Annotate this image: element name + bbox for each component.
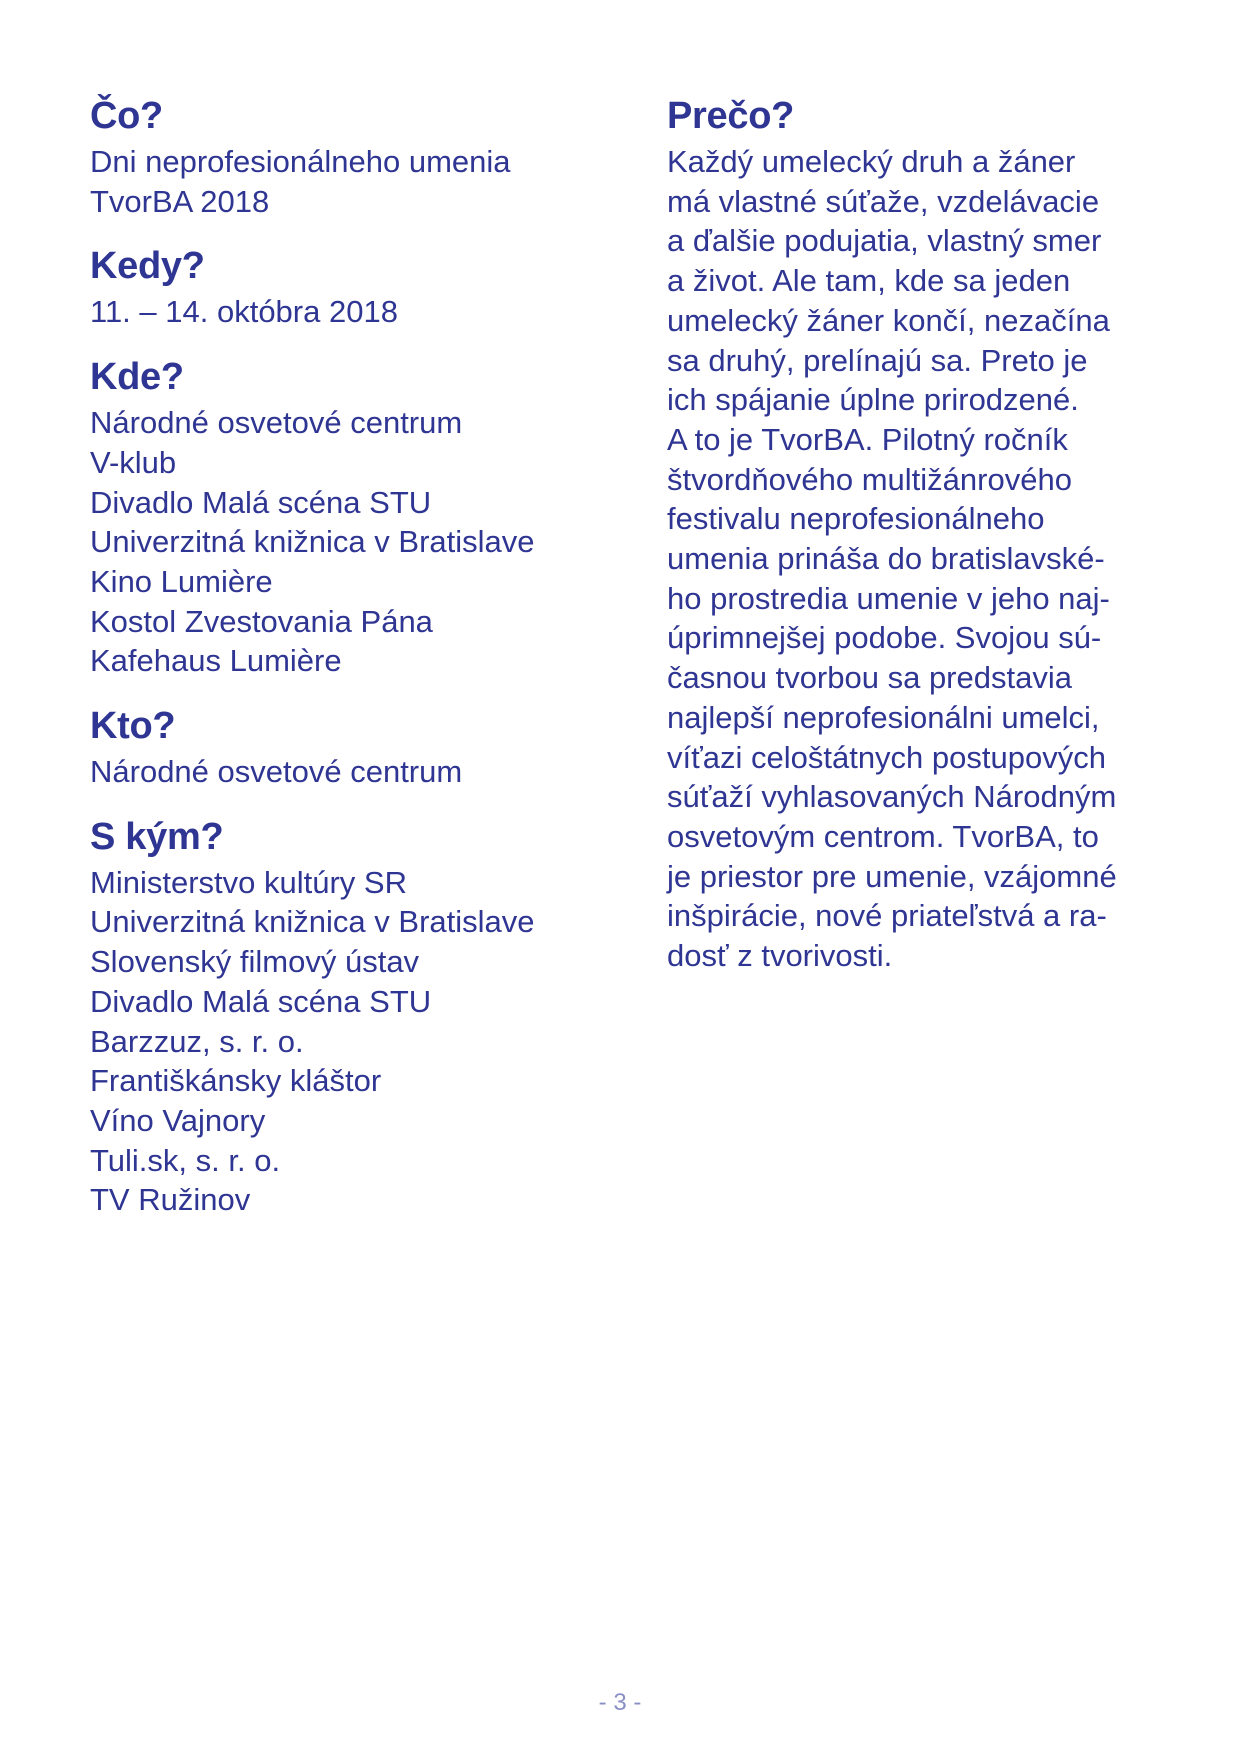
text-line: umenia prináša do bratislavské- bbox=[667, 541, 1105, 577]
text-line: Národné osvetové centrum bbox=[90, 405, 463, 441]
text-line: Slovenský filmový ústav bbox=[90, 944, 420, 980]
section-heading-co: Čo? bbox=[90, 95, 163, 137]
text-line: V-klub bbox=[90, 444, 177, 480]
text-line: 11. – 14. októbra 2018 bbox=[90, 294, 398, 330]
text-line: víťazi celoštátnych postupových bbox=[667, 739, 1106, 775]
section-heading-s-kym: S kým? bbox=[90, 815, 224, 858]
text-line: Divadlo Malá scéna STU bbox=[90, 983, 432, 1019]
section-kde bbox=[90, 351, 650, 681]
section-co bbox=[90, 90, 650, 221]
text-line: a ďalšie podujatia, vlastný smer bbox=[667, 223, 1102, 259]
text-line: je priestor pre umenie, vzájomné bbox=[667, 858, 1117, 894]
text-line: ich spájanie úplne prirodzené. bbox=[667, 382, 1079, 418]
section-heading-kde: Kde? bbox=[90, 356, 184, 399]
section-kto bbox=[90, 700, 650, 792]
text-line: súťaží vyhlasovaných Národným bbox=[667, 779, 1117, 815]
text-line: časnou tvorbou sa predstavia bbox=[667, 660, 1072, 696]
text-line: A to je TvorBA. Pilotný ročník bbox=[667, 421, 1068, 457]
text-line: Univerzitná knižnica v Bratislave bbox=[90, 904, 535, 940]
text-line: dosť z tvorivosti. bbox=[667, 938, 893, 974]
left-column bbox=[90, 90, 650, 1239]
text-line: Každý umelecký druh a žáner bbox=[667, 144, 1076, 179]
section-s-kym bbox=[90, 811, 650, 1220]
text-line: Tuli.sk, s. r. o. bbox=[90, 1142, 281, 1178]
text-line: Kostol Zvestovania Pána bbox=[90, 603, 433, 639]
text-line: štvordňového multižánrového bbox=[667, 461, 1072, 497]
section-heading-kto: Kto? bbox=[90, 705, 176, 748]
text-line: Ministerstvo kultúry SR bbox=[90, 864, 407, 900]
section-preco bbox=[667, 90, 1187, 976]
text-line: a život. Ale tam, kde sa jeden bbox=[667, 263, 1071, 299]
text-line: najlepší neprofesionálni umelci, bbox=[667, 699, 1100, 735]
text-line: Barzzuz, s. r. o. bbox=[90, 1023, 304, 1059]
text-line: Dni neprofesionálneho umenia bbox=[90, 144, 511, 179]
text-line: Univerzitná knižnica v Bratislave bbox=[90, 524, 535, 560]
text-line: sa druhý, prelínajú sa. Preto je bbox=[667, 342, 1088, 378]
text-line: umelecký žáner končí, nezačína bbox=[667, 302, 1110, 338]
page-number: - 3 - bbox=[598, 1689, 642, 1716]
text-line: Víno Vajnory bbox=[90, 1102, 266, 1138]
right-column bbox=[667, 90, 1187, 995]
text-line: Františkánsky kláštor bbox=[90, 1063, 382, 1099]
text-line: Divadlo Malá scéna STU bbox=[90, 484, 432, 520]
text-line: TV Ružinov bbox=[90, 1182, 251, 1218]
section-heading-kedy: Kedy? bbox=[90, 245, 205, 288]
text-line: Kafehaus Lumière bbox=[90, 643, 342, 679]
text-line: TvorBA 2018 bbox=[90, 183, 270, 219]
section-heading-preco: Prečo? bbox=[667, 95, 795, 137]
text-line: Kino Lumière bbox=[90, 563, 273, 599]
text-line: úprimnejšej podobe. Svojou sú- bbox=[667, 620, 1102, 656]
text-line: osvetovým centrom. TvorBA, to bbox=[667, 818, 1099, 854]
text-line: festivalu neprofesionálneho bbox=[667, 501, 1045, 537]
text-line: ho prostredia umenie v jeho naj- bbox=[667, 580, 1110, 616]
text-line: má vlastné súťaže, vzdelávacie bbox=[667, 183, 1100, 219]
section-kedy bbox=[90, 240, 650, 332]
text-line: inšpirácie, nové priateľstvá a ra- bbox=[667, 898, 1107, 934]
text-line: Národné osvetové centrum bbox=[90, 754, 463, 790]
